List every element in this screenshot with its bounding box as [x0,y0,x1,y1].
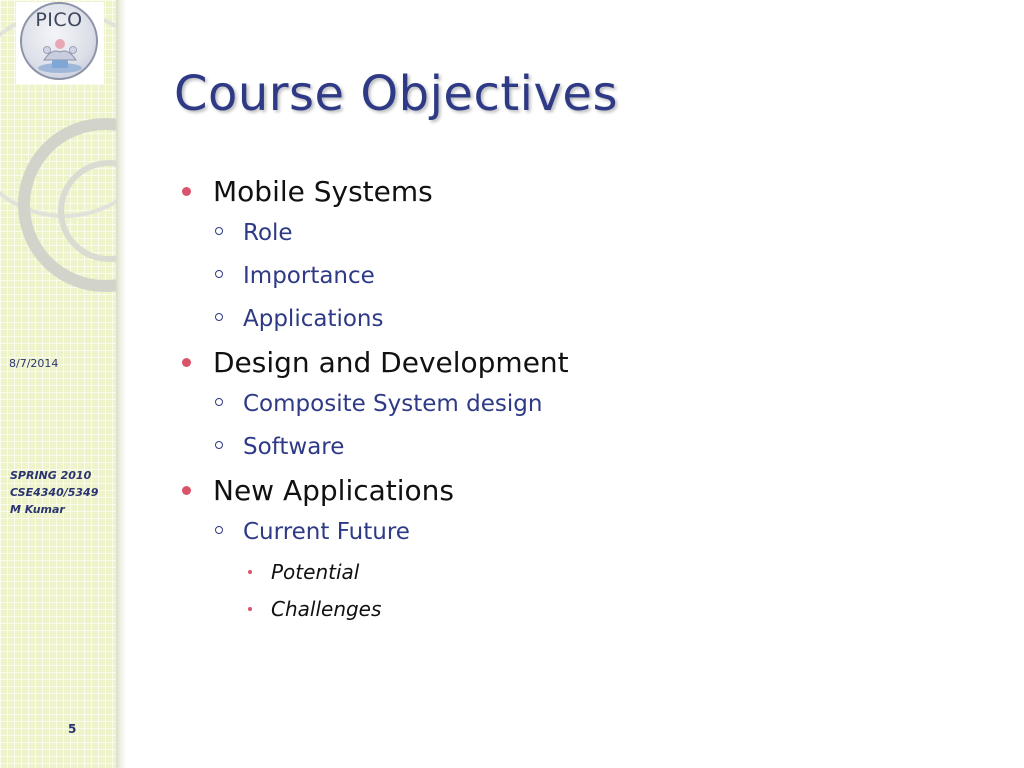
bullet-ring-icon [215,313,223,321]
bullet-list [180,170,980,628]
bullet-ring-icon [215,398,223,406]
slide-date: 8/7/2014 [9,357,59,370]
bullet-level3-text: Challenges [271,597,382,621]
bullet-level2-text: Applications [243,306,384,332]
bullet-dot-icon [182,187,191,196]
bullet-level1-text: Mobile Systems [213,175,433,208]
pico-logo [16,2,104,84]
bullet-ring-icon [215,441,223,449]
bullet-level2-text: Current Future [243,519,410,545]
bullet-dot-icon [182,486,191,495]
bullet-level3 [180,554,980,591]
bullet-level1 [180,343,980,383]
bullet-level2-text: Role [243,220,293,246]
bullet-level2 [180,212,980,255]
bullet-level2-text: Composite System design [243,391,543,417]
bullet-level3 [180,591,980,628]
sidebar-panel [0,0,116,768]
bullet-ring-icon [215,270,223,278]
bullet-dot-icon [182,358,191,367]
bullet-level2 [180,383,980,426]
bullet-level2 [180,511,980,554]
bullet-level2 [180,298,980,341]
bullet-level1 [180,471,980,511]
sidebar-divider [116,0,126,768]
bullet-level1 [180,172,980,212]
bullet-level2-text: Software [243,434,345,460]
footer-instructor: M Kumar [10,503,65,516]
bullet-small-dot-icon [248,570,252,574]
people-icon [34,34,86,74]
bullet-level1-text: New Applications [213,474,455,507]
bullet-small-dot-icon [248,607,252,611]
bullet-ring-icon [215,227,223,235]
slide-footer [10,467,98,518]
bullet-level3-text: Potential [271,560,360,584]
bullet-level1-text: Design and Development [213,346,569,379]
bullet-level2-text: Importance [243,263,375,289]
bullet-ring-icon [215,526,223,534]
bullet-level2 [180,255,980,298]
logo-text: PICO [35,9,83,31]
slide-title: Course Objectives [174,66,618,122]
bullet-level2 [180,426,980,469]
footer-course-term: SPRING 2010 [10,469,92,482]
footer-course-code: CSE4340/5349 [10,486,99,499]
slide-number: 5 [68,722,77,736]
